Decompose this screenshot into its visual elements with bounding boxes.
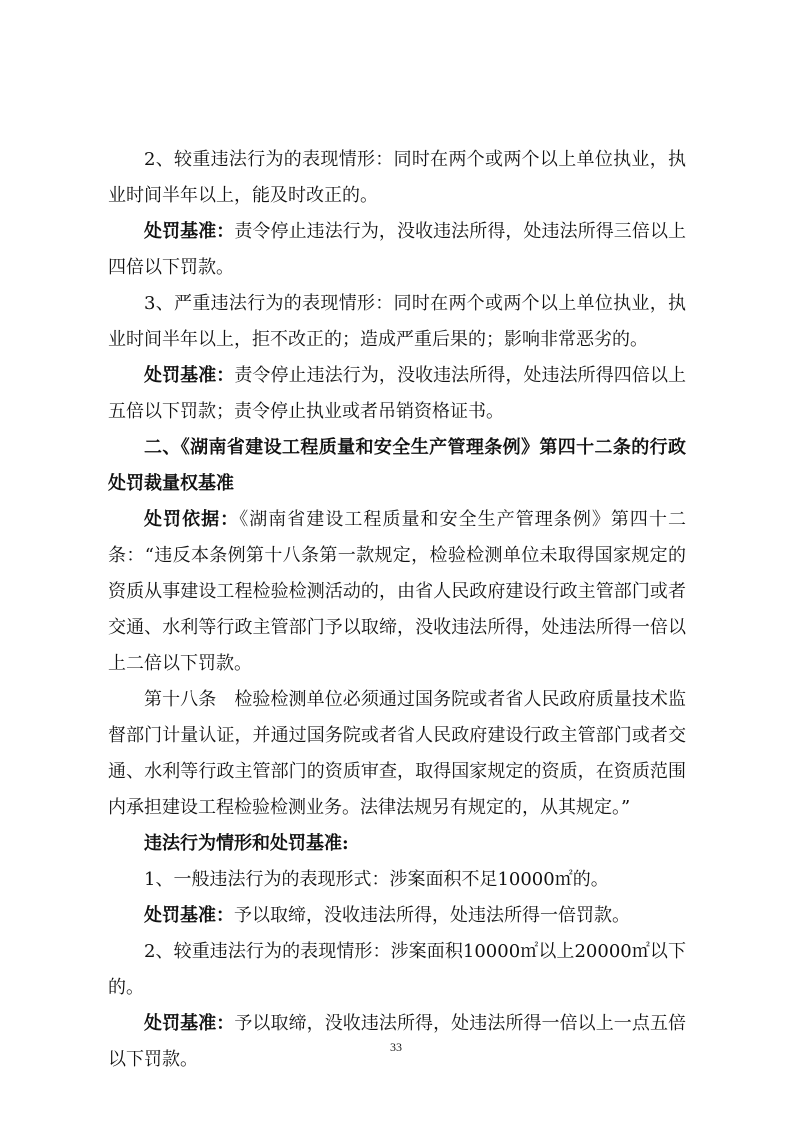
section-heading: 二、《湖南省建设工程质量和安全生产管理条例》第四十二条的行政处罚裁量权基准 — [108, 437, 686, 494]
penalty-basis-label: 处罚依据： — [144, 509, 240, 530]
penalty-standard-label: 处罚基准： — [144, 1013, 235, 1034]
paragraph-penalty-standard-general — [108, 898, 686, 934]
paragraph-text: 《湖南省建设工程质量和安全生产管理条例》第四十二条：“违反本条例第十八条第一款规定，检验检测单位未取得国家规定的资质从事建设工程检验检测活动的，由省人民政府建设行政主管部门或者交通、水利等行政主管部门予以取缔，没收违法所得，处违法所得一倍以上二倍以下罚款。 — [108, 509, 687, 674]
paragraph-penalty-basis — [108, 502, 686, 682]
page-number: 33 — [390, 1040, 402, 1054]
paragraph-penalty-standard-3 — [108, 358, 686, 430]
penalty-standard-label: 处罚基准： — [144, 365, 235, 386]
penalty-standard-label: 处罚基准： — [144, 221, 235, 242]
violations-heading: 违法行为情形和处罚基准: — [144, 833, 349, 854]
paragraph-text: 予以取缔，没收违法所得，处违法所得一倍以上一点五倍以下罚款。 — [108, 1013, 687, 1070]
paragraph-text: 2、较重违法行为的表现情形：涉案面积10000㎡以上20000㎡以下的。 — [108, 941, 686, 998]
paragraph-text: 责令停止违法行为，没收违法所得，处违法所得三倍以上四倍以下罚款。 — [108, 221, 687, 278]
paragraph-penalty-standard-2 — [108, 214, 686, 286]
paragraph-text: 予以取缔，没收违法所得，处违法所得一倍罚款。 — [234, 905, 630, 926]
paragraph-severe-violation-area — [108, 934, 686, 1006]
paragraph-general-violation-1 — [108, 862, 686, 898]
penalty-standard-label: 处罚基准： — [144, 905, 234, 926]
paragraph-serious-violation-3 — [108, 286, 686, 358]
paragraph-text: 2、较重违法行为的表现情形：同时在两个或两个以上单位执业，执业时间半年以上，能及时改正的。 — [108, 149, 686, 206]
paragraph-article-18: 第十八条 检验检测单位必须通过国务院或者省人民政府质量技术监督部门计量认证，并通过国务院或者省人民政府建设行政主管部门或者交通、水利等行政主管部门的资质审查，取得国家规定的资质，在资质范围内承担建设工程检验检测业务。法律法规另有规定的，从其规定。” — [108, 689, 686, 818]
paragraph-text: 1、一般违法行为的表现形式：涉案面积不足10000㎡的。 — [144, 869, 609, 890]
paragraph-severe-violation-2 — [108, 142, 686, 214]
document-body — [108, 142, 686, 1078]
paragraph-text: 责令停止违法行为，没收违法所得，处违法所得四倍以上五倍以下罚款；责令停止执业或者吊销资格证书。 — [108, 365, 687, 422]
paragraph-text: 3、严重违法行为的表现情形：同时在两个或两个以上单位执业，执业时间半年以上，拒不改正的；造成严重后果的；影响非常恶劣的。 — [108, 293, 686, 350]
